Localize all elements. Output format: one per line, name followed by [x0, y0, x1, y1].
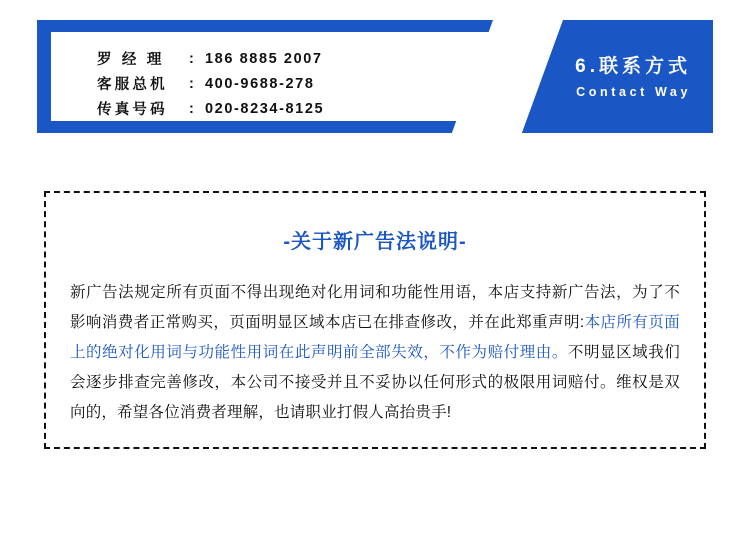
- advertising-law-notice: [44, 191, 706, 449]
- contact-row: [97, 71, 324, 96]
- notice-text-part2: 不明显区域我们会逐步排查完善修改，本公司不接受并且不妥协以任何形式的极限用词赔付。维权是双向的，希望各位消费者理解，也请职业打假人高抬贵手!: [70, 344, 680, 421]
- contact-value: 020-8234-8125: [205, 100, 325, 117]
- contact-value: 186 8885 2007: [205, 50, 323, 67]
- notice-text-part1: 新广告法规定所有页面不得出现绝对化用词和功能性用语，本店支持新广告法，为了不影响消费者正常购买，页面明显区域本店已在排查修改，并在此郑重声明:: [70, 284, 680, 331]
- contact-colon: :: [189, 50, 194, 67]
- contact-row: [97, 46, 324, 71]
- contact-colon: :: [189, 75, 194, 92]
- contact-label: 客服总机: [97, 77, 168, 93]
- notice-title: -关于新广告法说明-: [283, 231, 467, 253]
- contact-row: [97, 96, 324, 121]
- contact-label: 传真号码: [97, 102, 168, 118]
- notice-text-highlight: 本店所有页面上的绝对化用词与功能性用词在此声明前全部失效，不作为赔付理由。: [70, 314, 680, 361]
- notice-body: [70, 278, 680, 428]
- contact-list: [97, 46, 324, 121]
- contact-value: 400-9688-278: [205, 75, 315, 92]
- contact-label: 罗 经 理: [97, 52, 165, 68]
- contact-colon: :: [189, 100, 194, 117]
- section-title: [575, 54, 691, 102]
- section-title-cn: 6.联系方式: [575, 56, 691, 77]
- contact-banner: [37, 20, 713, 133]
- section-title-en: Contact Way: [576, 85, 691, 99]
